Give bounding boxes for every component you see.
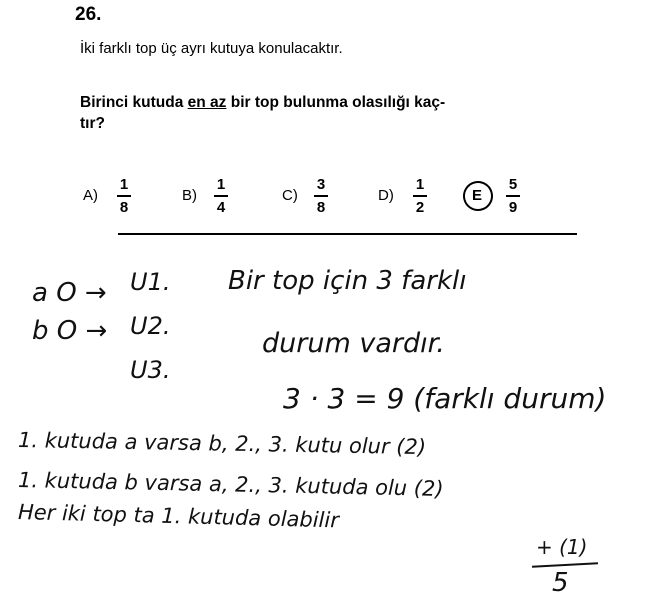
- hand-total: 5: [552, 568, 569, 598]
- question-prompt: [80, 92, 600, 134]
- option-a[interactable]: [83, 175, 143, 225]
- question-number: 26.: [75, 4, 102, 25]
- option-e[interactable]: [468, 175, 528, 225]
- option-d-fraction: [411, 175, 429, 217]
- prompt-line-2: tır?: [80, 115, 105, 132]
- option-a-letter: A): [83, 187, 98, 204]
- option-c-numerator: 3: [316, 176, 326, 193]
- hand-box-1: U1.: [130, 268, 171, 296]
- hand-box-2: U2.: [130, 312, 171, 340]
- option-d-letter: D): [378, 187, 394, 204]
- prompt-emphasis: en az: [187, 94, 227, 111]
- question-stem: İki farklı top üç ayrı kutuya konulacaktır.: [80, 40, 343, 57]
- separator-rule: [118, 233, 577, 235]
- option-c-denominator: 8: [316, 198, 326, 216]
- option-a-fraction: [115, 175, 133, 217]
- hand-ball-a: a O →: [32, 278, 107, 308]
- option-e-numerator: 5: [508, 176, 518, 193]
- option-b[interactable]: [182, 175, 242, 225]
- option-e-letter: E: [472, 187, 483, 204]
- option-d[interactable]: [378, 175, 438, 225]
- hand-sum-line: [532, 562, 598, 567]
- prompt-part-2: bir top bulunma olasılığı kaç-: [226, 94, 446, 111]
- option-b-denominator: 4: [216, 198, 226, 216]
- option-c-letter: C): [282, 187, 298, 204]
- option-e-fraction: [504, 175, 522, 217]
- hand-note-3: 3 · 3 = 9 (farklı durum): [283, 382, 607, 415]
- option-c[interactable]: [282, 175, 342, 225]
- hand-box-3: U3.: [130, 356, 171, 384]
- option-a-denominator: 8: [119, 198, 129, 216]
- prompt-part-1: Birinci kutuda: [80, 94, 188, 111]
- hand-line-6: Her iki top ta 1. kutuda olabilir: [17, 500, 340, 533]
- hand-add-one: + (1): [536, 535, 588, 559]
- hand-line-5: 1. kutuda b varsa a, 2., 3. kutuda olu (2): [17, 468, 444, 501]
- option-a-numerator: 1: [119, 176, 129, 193]
- option-d-denominator: 2: [415, 198, 425, 216]
- hand-note-2: durum vardır.: [262, 328, 445, 359]
- hand-ball-b: b O →: [32, 316, 108, 346]
- hand-line-4: 1. kutuda a varsa b, 2., 3. kutu olur (2): [17, 428, 427, 460]
- option-b-letter: B): [182, 187, 197, 204]
- option-b-numerator: 1: [216, 176, 226, 193]
- option-b-fraction: [212, 175, 230, 217]
- hand-note-1: Bir top için 3 farklı: [228, 266, 467, 296]
- option-e-denominator: 9: [508, 198, 518, 216]
- option-d-numerator: 1: [415, 176, 425, 193]
- option-c-fraction: [312, 175, 330, 217]
